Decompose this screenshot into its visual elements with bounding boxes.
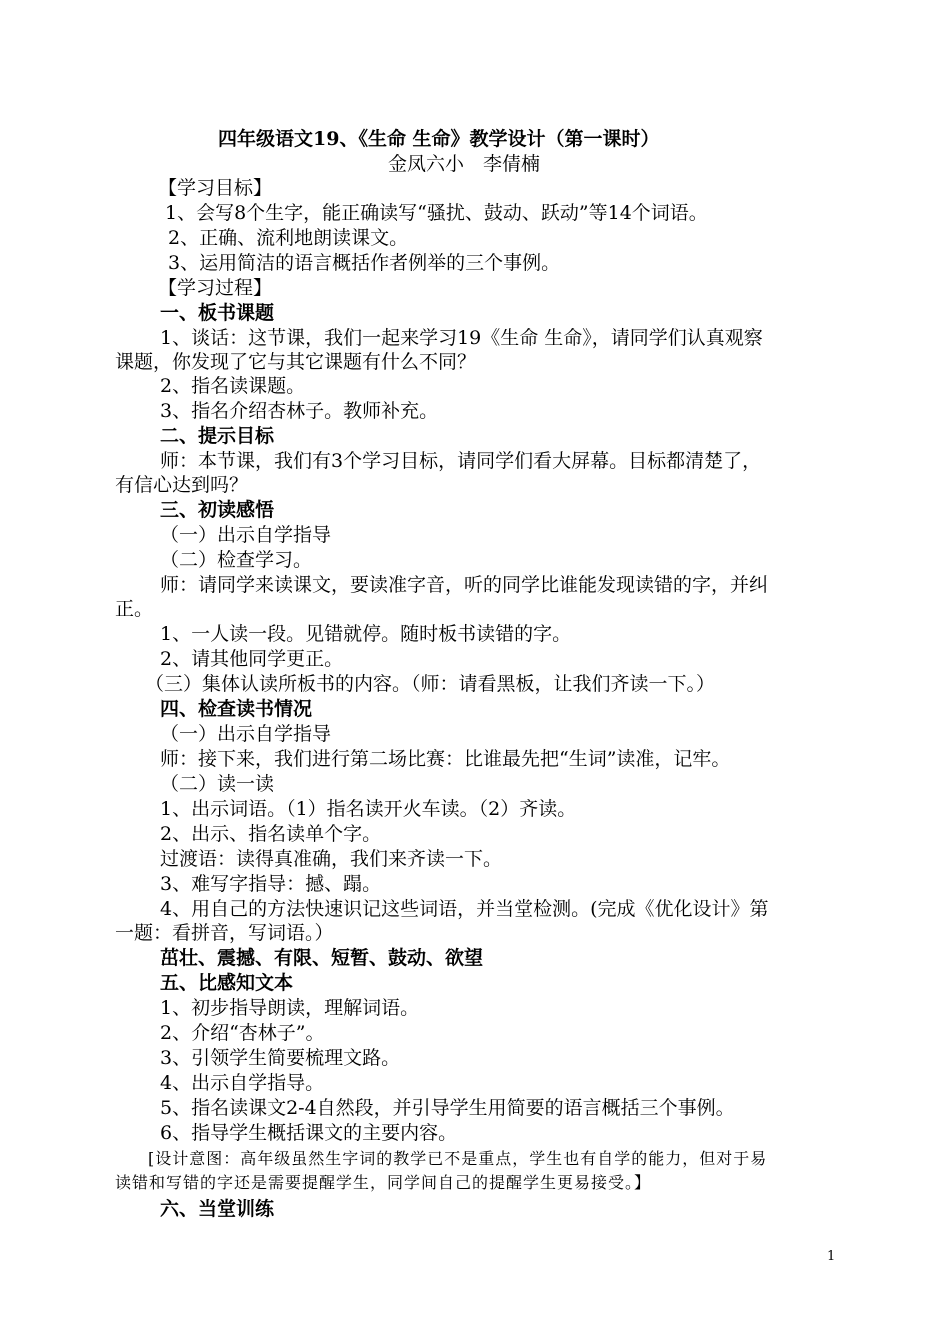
- section-3-teacher-b: 正。: [115, 598, 154, 620]
- section-4-item-2: 2、出示、指名读单个字。: [160, 823, 382, 845]
- section-4-sub-2: （二）读一读: [160, 773, 275, 795]
- author-line: 金凤六小 李倩楠: [388, 153, 541, 175]
- section-4-sub-1: （一）出示自学指导: [160, 723, 332, 745]
- section-1-item-1b: 课题，你发现了它与其它课题有什么不同？: [115, 351, 477, 373]
- goals-heading: 【学习目标】: [158, 177, 273, 199]
- design-note-line-2: 读错和写错的字还是需要提醒学生，同学间自己的提醒学生更易接受。】: [115, 1173, 652, 1192]
- section-5-item-1: 1、初步指导朗读，理解词语。: [160, 997, 420, 1019]
- section-3-sub-1: （一）出示自学指导: [160, 524, 332, 546]
- section-4-item-3: 3、难写字指导：撼、蹋。: [160, 873, 382, 895]
- section-5-item-2: 2、介绍“杏林子”。: [160, 1022, 325, 1044]
- section-5-item-3: 3、引领学生简要梳理文路。: [160, 1047, 401, 1069]
- page-number: 1: [827, 1249, 836, 1264]
- section-4-teacher: 师：接下来，我们进行第二场比赛：比谁最先把“生词”读准，记牢。: [160, 748, 731, 770]
- section-3-sub-3: （三）集体认读所板书的内容。（师：请看黑板，让我们齐读一下。）: [145, 673, 716, 695]
- section-4-transition: 过渡语：读得真准确，我们来齐读一下。: [160, 848, 503, 870]
- section-6-heading: 六、当堂训练: [160, 1198, 275, 1220]
- section-4-words: 茁壮、震撼、有限、短暂、鼓动、欲望: [160, 947, 484, 969]
- section-1-heading: 一、板书课题: [160, 302, 275, 324]
- section-1-item-3: 3、指名介绍杏林子。教师补充。: [160, 400, 439, 422]
- document-title: 四年级语文19、《生命 生命》教学设计（第一课时）: [218, 128, 660, 150]
- process-heading: 【学习过程】: [158, 277, 273, 299]
- section-4-item-4a: 4、用自己的方法快速识记这些词语，并当堂检测。(完成《优化设计》第: [160, 898, 769, 920]
- section-5-item-5: 5、指名读课文2-4自然段，并引导学生用简要的语言概括三个事例。: [160, 1097, 735, 1119]
- section-5-heading: 五、比感知文本: [160, 972, 294, 994]
- section-1-item-2: 2、指名读课题。: [160, 375, 306, 397]
- section-2-text-b: 有信心达到吗？: [115, 474, 249, 496]
- design-note-line-1: [设计意图：高年级虽然生字词的教学已不是重点，学生也有自学的能力，但对于易: [148, 1149, 768, 1168]
- section-4-item-4b: 一题：看拼音，写词语。）: [115, 922, 334, 944]
- section-3-sub-2: （二）检查学习。: [160, 549, 313, 571]
- section-3-item-1: 1、一人读一段。见错就停。随时板书读错的字。: [160, 623, 572, 645]
- section-3-item-2: 2、请其他同学更正。: [160, 648, 344, 670]
- section-2-heading: 二、提示目标: [160, 425, 275, 447]
- section-5-item-6: 6、指导学生概括课文的主要内容。: [160, 1122, 458, 1144]
- goal-1: 1、会写8个生字，能正确读写“骚扰、鼓动、跃动”等14个词语。: [165, 202, 708, 224]
- section-4-heading: 四、检查读书情况: [160, 698, 313, 720]
- section-3-heading: 三、初读感悟: [160, 499, 275, 521]
- goal-3: 3、运用简洁的语言概括作者例举的三个事例。: [168, 252, 561, 274]
- goal-2: 2、正确、流利地朗读课文。: [168, 227, 409, 249]
- section-5-item-4: 4、出示自学指导。: [160, 1072, 325, 1094]
- section-4-item-1: 1、出示词语。（1）指名读开火车读。（2）齐读。: [160, 798, 577, 820]
- section-2-text-a: 师：本节课，我们有3个学习目标，请同学们看大屏幕。目标都清楚了，: [160, 450, 762, 472]
- section-3-teacher-a: 师：请同学来读课文，要读准字音，听的同学比谁能发现读错的字，并纠: [160, 574, 769, 596]
- section-1-item-1a: 1、谈话：这节课，我们一起来学习19《生命 生命》，请同学们认真观察: [160, 327, 763, 349]
